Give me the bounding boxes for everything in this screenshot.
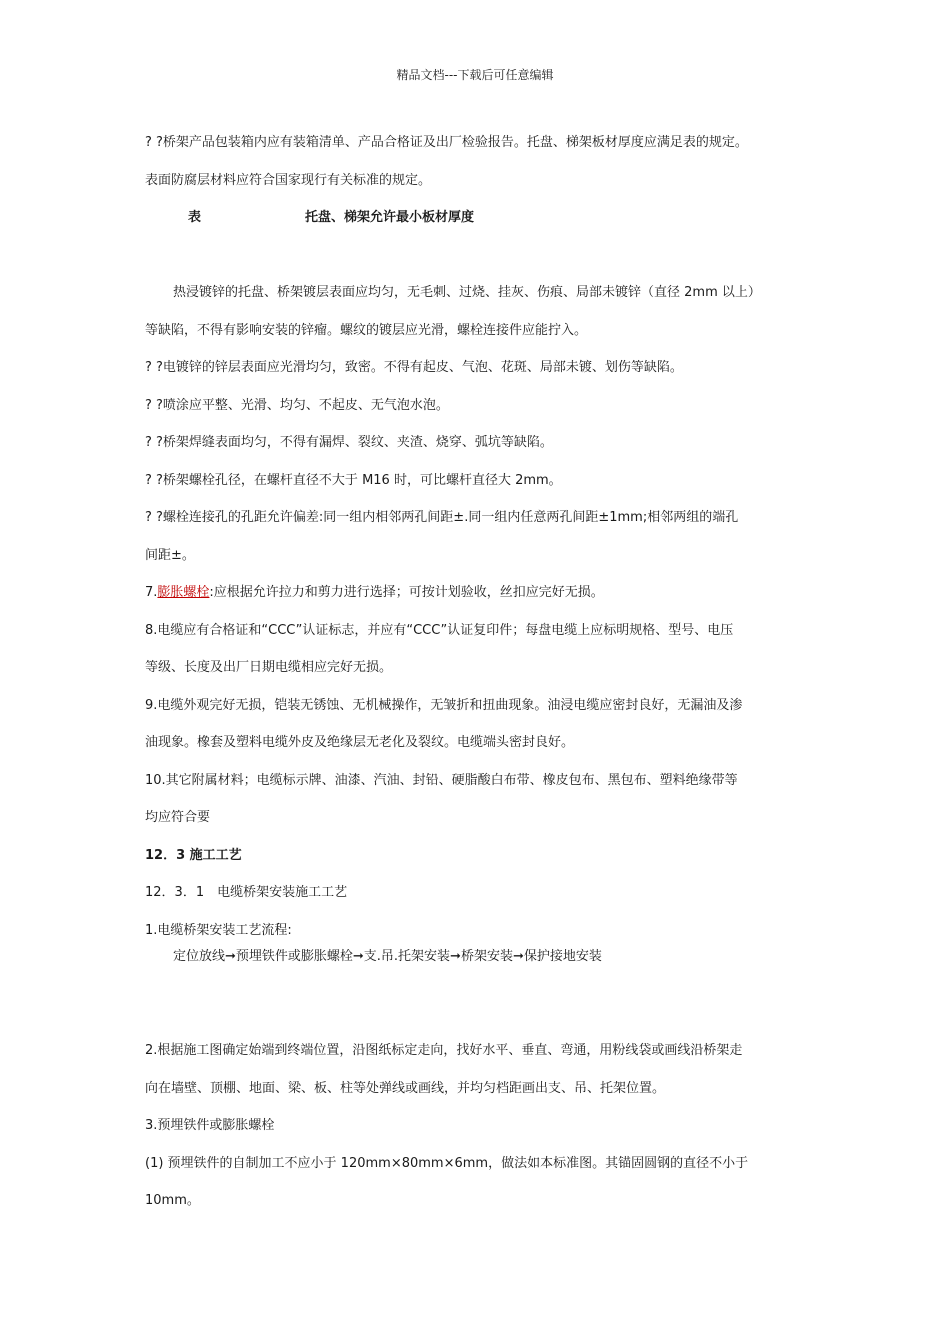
step-3-title: 3.预埋铁件或膨胀螺栓 [145, 1118, 275, 1133]
item-7-text: :应根据允许拉力和剪力进行选择；可按计划验收，丝扣应完好无损。 [209, 585, 604, 600]
item-10-line1: 10.其它附属材料；电缆标示牌、油漆、汽油、封铅、硬脂酸白布带、橡皮包布、黑包布、塑料绝缘带等 [145, 772, 738, 788]
item-hole-spacing-line2: 间距±。 [145, 547, 195, 563]
table-caption: 托盘、梯架允许最小板材厚度 [305, 210, 475, 225]
section-heading-12-3-1: 12．3．1 电缆桥架安装施工工艺 [145, 885, 348, 900]
item-9-line2: 油现象。橡套及塑料电缆外皮及绝缘层无老化及裂纹。电缆端头密封良好。 [145, 735, 575, 750]
item-spray-coating: ? ?喷涂应平整、光滑、均匀、不起皮、无气泡水泡。 [145, 397, 449, 413]
table-label: 表 [188, 210, 202, 225]
item-hole-spacing-line1: ? ?螺栓连接孔的孔距允许偏差:同一组内相邻两孔间距±.同一组内任意两孔间距±1mm;相邻两组的端孔 [145, 510, 739, 525]
step-3-sub1-line2: 10mm。 [145, 1193, 200, 1208]
expansion-bolt-link[interactable]: 膨胀螺栓 [157, 585, 210, 600]
document-body [145, 124, 810, 1220]
step-3-sub1-line1: (1) 预埋铁件的自制加工不应小于 120mm×80mm×6mm，做法如本标准图。其锚固圆钢的直径不小于 [145, 1155, 749, 1171]
item-8-line2: 等级、长度及出厂日期电缆相应完好无损。 [145, 660, 393, 675]
step-1-flow: 定位放线➞预埋铁件或膨胀螺栓➞支.吊.托架安装➞桥架安装➞保护接地安装 [173, 949, 602, 964]
step-1-title: 1.电缆桥架安装工艺流程: [145, 922, 292, 938]
table-placeholder [145, 237, 810, 275]
item-7 [145, 574, 810, 612]
paragraph-packaging-line2: 表面防腐层材料应符合国家现行有关标准的规定。 [145, 172, 432, 188]
item-7-prefix: 7. [145, 585, 158, 600]
item-weld-seam: ? ?桥架焊缝表面均匀，不得有漏焊、裂纹、夹渣、烧穿、弧坑等缺陷。 [145, 435, 553, 450]
table-title [145, 199, 810, 237]
paragraph-hot-dip-line2: 等缺陷，不得有影响安装的锌瘤。螺纹的镀层应光滑，螺栓连接件应能拧入。 [145, 322, 588, 338]
item-8-line1: 8.电缆应有合格证和“CCC”认证标志，并应有“CCC”认证复印件；每盘电缆上应标明规格、型号、电压 [145, 622, 734, 638]
item-bolt-hole: ? ?桥架螺栓孔径，在螺杆直径不大于 M16 时，可比螺杆直径大 2mm。 [145, 472, 562, 488]
section-heading-12-3: 12．3 施工工艺 [145, 847, 242, 863]
step-2-line2: 向在墙壁、顶棚、地面、梁、板、柱等处弹线或画线，并均匀档距画出支、吊、托架位置。 [145, 1080, 666, 1096]
page-header: 精品文档---下载后可任意编辑 [396, 68, 554, 82]
item-electroplating: ? ?电镀锌的锌层表面应光滑均匀，致密。不得有起皮、气泡、花斑、局部未镀、划伤等缺陷。 [145, 360, 683, 375]
paragraph-packaging-line1: ? ?桥架产品包装箱内应有装箱清单、产品合格证及出厂检验报告。托盘、梯架板材厚度应满足表的规定。 [145, 135, 748, 150]
paragraph-hot-dip-line1: 热浸镀锌的托盘、桥架镀层表面应均匀，无毛刺、过烧、挂灰、伤痕、局部未镀锌（直径 2mm 以上） [173, 285, 761, 300]
item-9-line1: 9.电缆外观完好无损，铠装无锈蚀、无机械操作，无皱折和扭曲现象。油浸电缆应密封良好，无漏油及渗 [145, 697, 743, 713]
step-2-line1: 2.根据施工图确定始端到终端位置，沿图纸标定走向，找好水平、垂直、弯通，用粉线袋或画线沿桥架走 [145, 1043, 743, 1058]
item-10-line2: 均应符合要 [145, 810, 211, 825]
flow-gap [145, 970, 810, 1032]
